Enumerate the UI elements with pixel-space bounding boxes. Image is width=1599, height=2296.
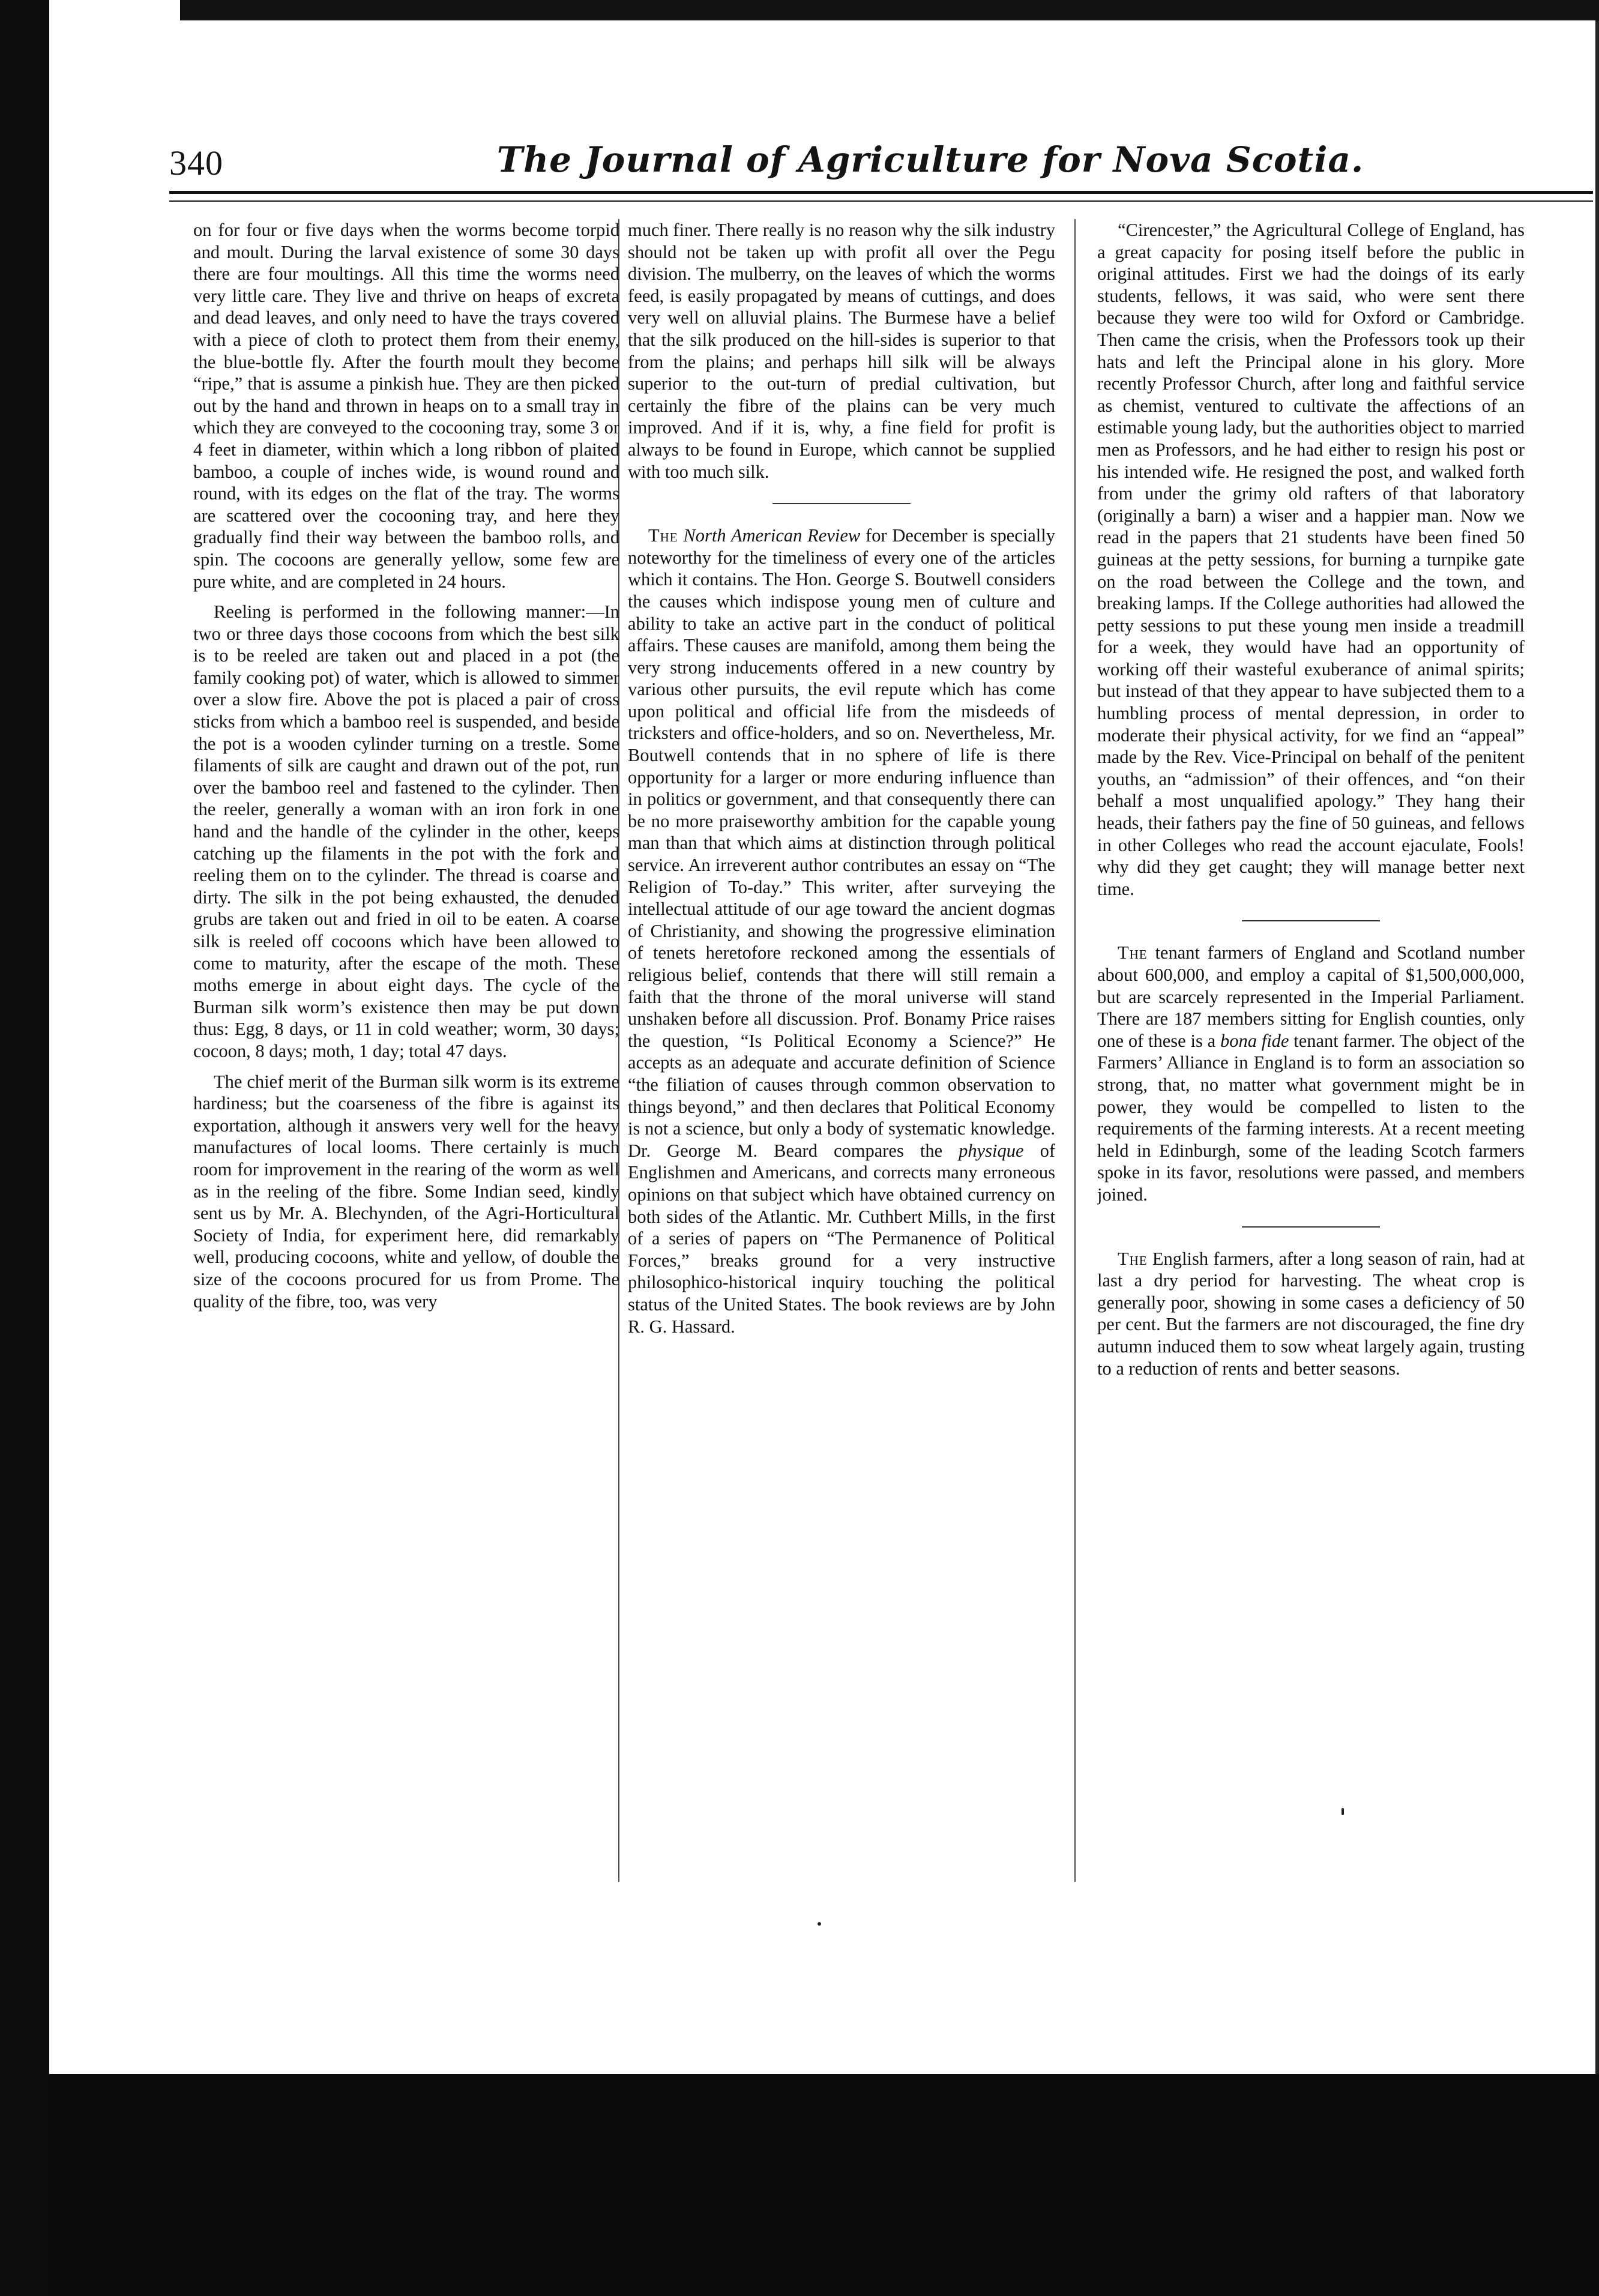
cirencester-paragraph: “Cirencester,” the Agricultural College of England, has a great capacity for posing itself before the public in original attitudes. First we had the doings of its early students, fellows, it was said, who were sent there because they were too wild for Oxford or Cambridge. Then came the crisis, when the Professors took up their hats and left the Principal alone in his glory. More recently Professor Church, after long and faithful service as chemist, ventured to cultivate the affections of an estimable young lady, but the authorities object to married men as Professors, and he had either to resign his post or his intended wife. He resigned the post, and walked forth from under the grimy old rafters of that laboratory (originally a barn) a wiser and a happier man. Now we read in the papers that 21 students have been fined 50 guineas at the petty sessions, for burning a turnpike gate on the road between the College and the town, and breaking lamps. If the College authorities had allowed the petty sessions to put these young men inside a treadmill for a week, they would have had an opportunity of working off their wasteful exuberance of animal spirits; but instead of that they appear to have subjected them to a humbling process of mental depression, in order to moderate their physical activity, for we find an “appeal” made by the Rev. Vice-Principal on behalf of the penitent youths, an “admission” of their offences, and “on their behalf a most unqualified apology.” They hang their heads, their fathers pay the fine of 50 guineas, and fellows in other Colleges who read the account ejaculate, Fools! why did they get caught; they will manage better next time. (1097, 220, 1525, 899)
tenant-text-a: tenant farmers of England and Scotland number about 600,000, and employ a capital of $1,500,000,000, but are scarcely represented in the Imperial Parliament. There are 187 members sitting for English counties, only one of these is a (1097, 942, 1525, 1051)
scan-speck (818, 1922, 821, 1926)
bona-fide-phrase: bona fide (1220, 1030, 1289, 1051)
silk-merit-paragraph: The chief merit of the Burman silk worm is its extreme hardiness; but the coarseness of the fibre is against its exportation, although it answers very well for the heavy manufactures of local looms. There certainly is much room for improvement in the rearing of the worm as well as in the reeling of the fibre. Some Indian seed, kindly sent us by Mr. A. Blechynden, of the Agri-Horticultural Society of India, for experiment here, did remarkably well, producing cocoons, white and yellow, of double the size of the cocoons procured for us from Prome. The quality of the fibre, too, was very (193, 1071, 619, 1312)
english-lead-word: The (1118, 1248, 1148, 1269)
review-tail-text: of Englishmen and Americans, and corrects many erroneous opinions on that subject which have obtained currency on both sides of the Atlantic. Mr. Cuthbert Mills, in the first of a series of papers on “The Permanence of Political Forces,” breaks ground for a very instructive philosophico-historical inquiry touching the political status of the United States. The book reviews are by John R. G. Hassard. (628, 1140, 1055, 1337)
section-separator (772, 503, 911, 504)
north-american-review-paragraph (628, 525, 1055, 1337)
scan-top-border (180, 0, 1599, 20)
page-number: 340 (169, 143, 223, 182)
tenant-text-b: tenant farmer. The object of the Farmers’ Alliance in England is to form an association so strong, that, no matter what government might be in power, they would be compelled to listen to the requirements of the farming interests. At a recent meeting held in Edinburgh, some of the leading Scotch farmers spoke in its favor, resolutions were passed, and members joined. (1097, 1030, 1525, 1205)
header-rule-thin (169, 200, 1593, 202)
review-physique-word: physique (959, 1140, 1024, 1161)
column-left (193, 219, 619, 2038)
section-separator (1242, 1226, 1380, 1228)
review-body-text: for December is specially noteworthy for the timeliness of every one of the articles which it contains. The Hon. George S. Boutwell considers the causes which indispose young men of culture and ability to take an active part in the conduct of political affairs. These causes are manifold, among them being the very strong inducements offered in a new country by various other pursuits, the evil repute which has come upon political and official life from the misdeeds of tricksters and office-holders, and so on. Nevertheless, Mr. Boutwell contends that in no sphere of life is there opportunity for a larger or more enduring influence than in politics or government, and that consequently there can be no more praiseworthy ambition for the capable young man than that which aims at distinction through political service. An irreverent author contributes an essay on “The Religion of To-day.” This writer, after surveying the intellectual attitude of our age toward the ancient dogmas of Christianity, and showing the progressive elimination of tenets heretofore reckoned among the essentials of religious belief, contends that there will still remain a faith that the throne of the moral universe will stand unshaken before all discussion. Prof. Bonamy Price raises the question, “Is Political Economy a Science?” He accepts as an adequate and accurate definition of Science “the filiation of causes through common observation to things beyond,” and then declares that Political Economy is not a science, but only a body of systematic knowledge. Dr. George M. Beard compares the (628, 525, 1055, 1161)
section-separator (1242, 920, 1380, 921)
scan-right-edge (1595, 20, 1599, 2074)
tenant-lead-word: The (1118, 942, 1148, 963)
review-journal-title: North American Review (683, 525, 861, 546)
english-farmers-paragraph (1097, 1248, 1525, 1380)
english-farmers-text: English farmers, after a long season of rain, had at last a dry period for harvesting. The wheat crop is generally poor, showing in some cases a deficiency of 50 per cent. But the farmers are not discouraged, the fine dry autumn induced them to sow wheat largely again, trusting to a reduction of rents and better seasons. (1097, 1248, 1525, 1379)
tenant-farmers-paragraph (1097, 942, 1525, 1205)
silk-reeling-paragraph: Reeling is performed in the following manner:—In two or three days those cocoons from which the best silk is to be reeled are taken out and placed in a pot (the family cooking pot) of water, which is allowed to simmer over a slow fire. Above the pot is placed a pair of cross sticks from which a bamboo reel is suspended, and beside the pot is a wooden cylinder turning on a trestle. Some filaments of silk are caught and drawn out of the pot, run over the bamboo reel and fastened to the cylinder. Then the reeler, generally a woman with an iron fork in one hand and the handle of the cylinder in the other, keeps catching up the filaments in the pot with the fork and reeling them on to the cylinder. The thread is coarse and dirty. The silk in the pot being exhausted, the denuded grubs are taken out and fried in oil to be eaten. A coarse silk is reeled off cocoons which have been allowed to come to maturity, after the escape of the moth. These moths emerge in about eight days. The cycle of the Burman silk worm’s existence then may be put down thus: Egg, 8 days, or 11 in cold weather; worm, 30 days; cocoon, 8 days; moth, 1 day; total 47 days. (193, 601, 619, 1061)
running-head-title: The Journal of Agriculture for Nova Scotia. (496, 139, 1364, 180)
column-right (1097, 219, 1525, 2038)
header-rule-thick (169, 191, 1593, 194)
scan-bottom-band (49, 2074, 1599, 2296)
silk-industry-paragraph: much finer. There really is no reason why the silk industry should not be taken up with profit all over the Pegu division. The mulberry, on the leaves of which the worms feed, is easily propagated by means of cuttings, and does very well on alluvial plains. The Burmese have a belief that the silk produced on the hill-sides is superior to that from the plains; and perhaps hill silk will be always superior to the out-turn of predial cultivation, but certainly the fibre of the plains can be very much improved. And if it is, why, a fine field for profit is always to be found in Europe, which cannot be supplied with too much silk. (628, 220, 1055, 482)
scan-speck (1342, 1808, 1344, 1815)
column-divider-right (1074, 219, 1076, 1882)
silk-worm-moulting-paragraph: on for four or five days when the worms become torpid and moult. During the larval existence of some 30 days there are four moultings. All this time the worms need very little care. They live and thrive on heaps of excreta and dead leaves, and only need to have the trays covered with a piece of cloth to protect them from their enemy, the blue-bottle fly. After the fourth moult they become “ripe,” that is assume a pinkish hue. They are then picked out by the hand and thrown in heaps on to a small tray in which they are conveyed to the cocooning tray, some 3 or 4 feet in diameter, within which a long ribbon of plaited bamboo, a couple of inches wide, is wound round and round, with its edges on the flat of the tray. The worms are scattered over the cocooning tray, and here they gradually find their way between the bamboo rolls, and spin. The cocoons are generally yellow, some few are pure white, and are completed in 24 hours. (193, 220, 619, 592)
review-lead-word: The (648, 525, 678, 546)
scan-left-border (0, 0, 49, 2296)
column-middle (628, 219, 1055, 2038)
